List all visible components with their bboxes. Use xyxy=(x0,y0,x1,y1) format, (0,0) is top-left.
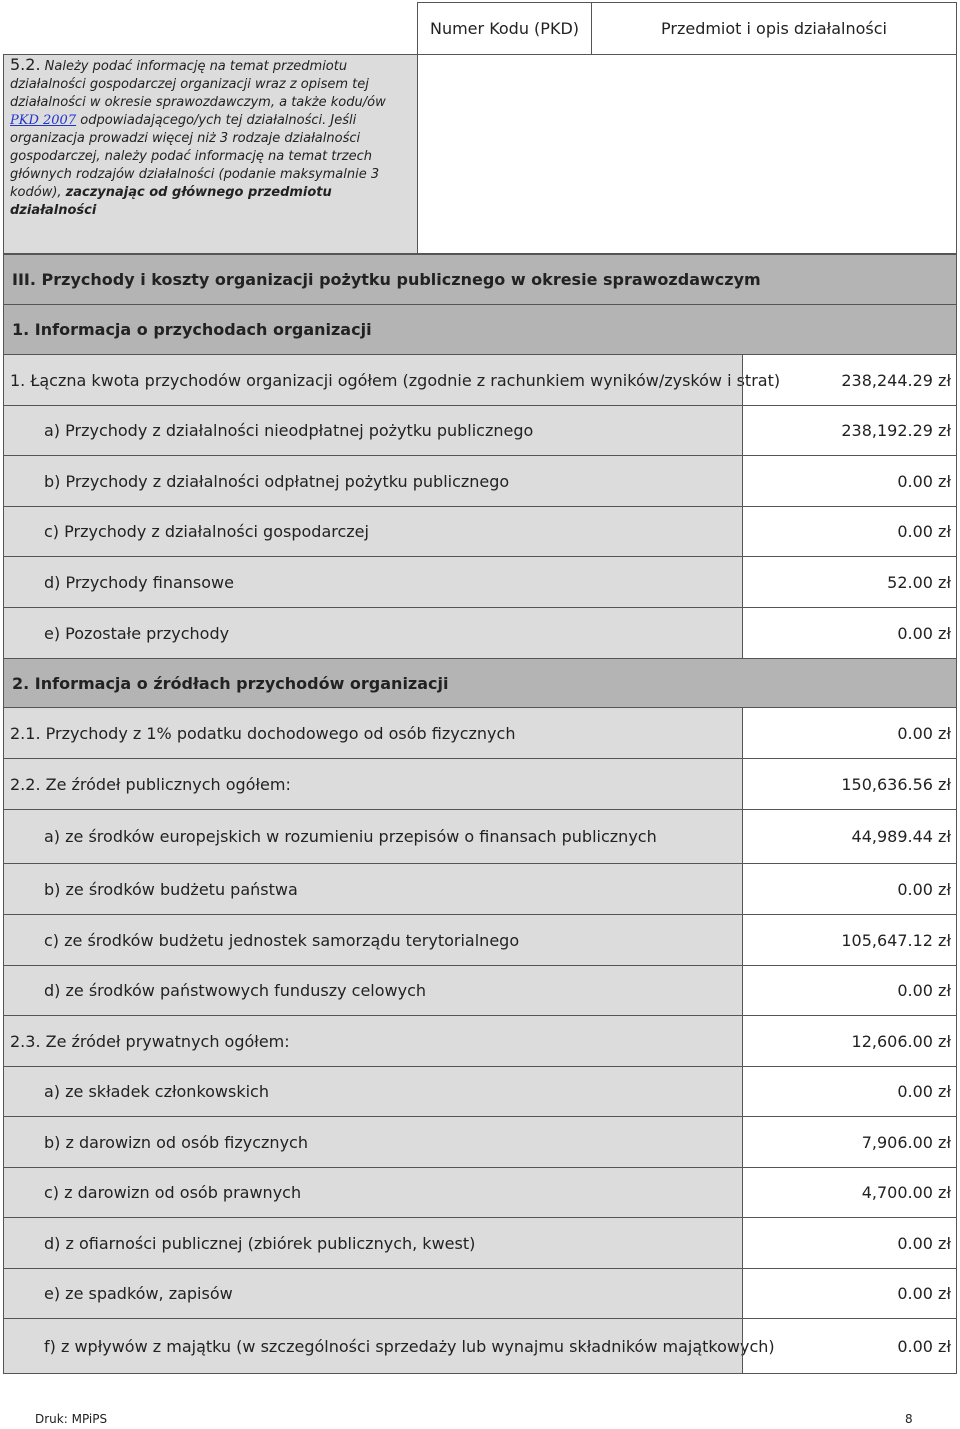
row-label-text: e) ze spadków, zapisów xyxy=(44,1284,233,1303)
row-value: 0.00 zł xyxy=(897,1284,951,1303)
row-label-text: c) z darowizn od osób prawnych xyxy=(44,1183,302,1202)
row-label xyxy=(3,758,743,810)
row-label xyxy=(3,506,743,557)
row-label-text: 1. Łączna kwota przychodów organizacji ogółem (zgodnie z rachunkiem wyników/zysków i strat) xyxy=(10,370,781,390)
row-value: 0.00 zł xyxy=(897,723,951,743)
row-label-text: d) z ofiarności publicznej (zbiórek publicznych, kwest) xyxy=(44,1233,476,1253)
row-label xyxy=(3,707,743,759)
row-label xyxy=(3,965,743,1016)
row-value: 44,989.44 zł xyxy=(851,827,951,846)
row-value: 0.00 zł xyxy=(897,1082,951,1101)
row-label-text: b) z darowizn od osób fizycznych xyxy=(44,1132,308,1152)
row-label xyxy=(3,607,743,659)
row-label-text: a) Przychody z działalności nieodpłatnej pożytku publicznego xyxy=(44,421,534,440)
row-value-cell[interactable] xyxy=(742,1116,957,1168)
row-label xyxy=(3,809,743,864)
row-value: 238,192.29 zł xyxy=(841,421,951,440)
row-label-text: a) ze środków europejskich w rozumieniu przepisów o finansach publicznych xyxy=(44,827,657,846)
row-value-cell[interactable] xyxy=(742,1167,957,1218)
row-value-cell[interactable] xyxy=(742,965,957,1016)
section-5-2-text-bold: zaczynając od głównego przedmiotu działalności xyxy=(10,185,332,218)
row-value: 7,906.00 zł xyxy=(861,1132,951,1152)
section-1-heading xyxy=(3,304,957,355)
row-label-text: c) Przychody z działalności gospodarczej xyxy=(44,522,369,541)
row-value-cell[interactable] xyxy=(742,707,957,759)
row-value: 0.00 zł xyxy=(897,879,951,899)
row-value-cell[interactable] xyxy=(742,1217,957,1269)
row-label xyxy=(3,914,743,966)
row-label xyxy=(3,1066,743,1117)
row-label-text: c) ze środków budżetu jednostek samorządu terytorialnego xyxy=(44,930,520,950)
row-label-text: 2.3. Ze źródeł prywatnych ogółem: xyxy=(10,1031,290,1051)
section-5-2-text-b: odpowiadającego/ych tej działalności. Jeśli organizacja prowadzi więcej niż 3 rodzaje działalności gospodarczej, należy podać informację na temat trzech głównych rodzajów działalności (podanie maksymalnie 3 kodów), xyxy=(10,113,380,200)
row-value-cell[interactable] xyxy=(742,556,957,608)
page-number xyxy=(905,1412,913,1426)
section-5-2-description xyxy=(3,54,418,254)
pkd-2007-link[interactable]: PKD 2007 xyxy=(10,113,77,128)
section-III-title: III. Przychody i koszty organizacji pożytku publicznego w okresie sprawozdawczym xyxy=(12,270,761,289)
row-label xyxy=(3,1015,743,1067)
section-III-heading xyxy=(3,254,957,305)
section-1-title: 1. Informacja o przychodach organizacji xyxy=(12,320,372,339)
row-label-text: d) ze środków państwowych funduszy celowych xyxy=(44,981,427,1000)
row-value: 0.00 zł xyxy=(897,522,951,541)
row-label-text: b) ze środków budżetu państwa xyxy=(44,879,298,899)
row-label-text: b) Przychody z działalności odpłatnej pożytku publicznego xyxy=(44,471,510,491)
section-5-2-number: 5.2. xyxy=(10,55,41,74)
row-value-cell[interactable] xyxy=(742,1268,957,1319)
row-value-cell[interactable] xyxy=(742,607,957,659)
row-label-text: f) z wpływów z majątku (w szczególności sprzedaży lub wynajmu składników majątkowych) xyxy=(44,1336,775,1356)
row-label xyxy=(3,1268,743,1319)
row-value: 52.00 zł xyxy=(887,572,951,592)
row-value-cell[interactable] xyxy=(742,354,957,406)
row-value-cell[interactable] xyxy=(742,914,957,966)
row-value-cell[interactable] xyxy=(742,506,957,557)
row-value: 0.00 zł xyxy=(897,471,951,491)
row-value-cell[interactable] xyxy=(742,1318,957,1374)
row-value-cell[interactable] xyxy=(742,863,957,915)
row-label-text: e) Pozostałe przychody xyxy=(44,623,230,643)
row-label xyxy=(3,354,781,406)
row-label xyxy=(3,863,743,915)
row-value-cell[interactable] xyxy=(742,1066,957,1117)
print-label-text: Druk: MPiPS xyxy=(35,1412,108,1426)
row-value: 150,636.56 zł xyxy=(841,774,951,794)
row-value: 238,244.29 zł xyxy=(841,370,951,390)
column-header-pkd-code xyxy=(417,2,592,55)
row-label xyxy=(3,405,743,456)
column-header-pkd-code-label: Numer Kodu (PKD) xyxy=(429,19,579,38)
row-value: 0.00 zł xyxy=(897,1233,951,1253)
row-value: 0.00 zł xyxy=(897,981,951,1000)
row-label xyxy=(3,455,743,507)
section-2-title: 2. Informacja o źródłach przychodów organizacji xyxy=(12,673,449,693)
row-value: 105,647.12 zł xyxy=(841,930,951,950)
row-value: 12,606.00 zł xyxy=(851,1031,951,1051)
row-label-text: d) Przychody finansowe xyxy=(44,572,234,592)
row-label xyxy=(3,1318,775,1374)
row-value: 0.00 zł xyxy=(897,623,951,643)
row-label xyxy=(3,1116,743,1168)
print-label xyxy=(35,1412,107,1426)
row-label xyxy=(3,1167,743,1218)
pkd-code-entry-field[interactable] xyxy=(417,54,957,254)
section-5-2-text-a: Należy podać informację na temat przedmiotu działalności gospodarczej organizacji wraz z opisem tej działalności w okresie sprawozdawczym, a także kodu/ów xyxy=(10,59,386,110)
row-value: 4,700.00 zł xyxy=(861,1183,951,1202)
page-number-text: 8 xyxy=(905,1412,913,1426)
row-label-text: 2.2. Ze źródeł publicznych ogółem: xyxy=(10,774,291,794)
row-label-text: 2.1. Przychody z 1% podatku dochodowego od osób fizycznych xyxy=(10,723,516,743)
row-value-cell[interactable] xyxy=(742,1015,957,1067)
row-value: 0.00 zł xyxy=(897,1336,951,1356)
row-label xyxy=(3,1217,743,1269)
row-value-cell[interactable] xyxy=(742,405,957,456)
column-header-description-label: Przedmiot i opis działalności xyxy=(661,19,887,38)
row-value-cell[interactable] xyxy=(742,758,957,810)
row-value-cell[interactable] xyxy=(742,455,957,507)
row-label-text: a) ze składek członkowskich xyxy=(44,1082,269,1101)
row-value-cell[interactable] xyxy=(742,809,957,864)
column-header-description xyxy=(591,2,957,55)
section-2-heading xyxy=(3,658,957,708)
row-label xyxy=(3,556,743,608)
